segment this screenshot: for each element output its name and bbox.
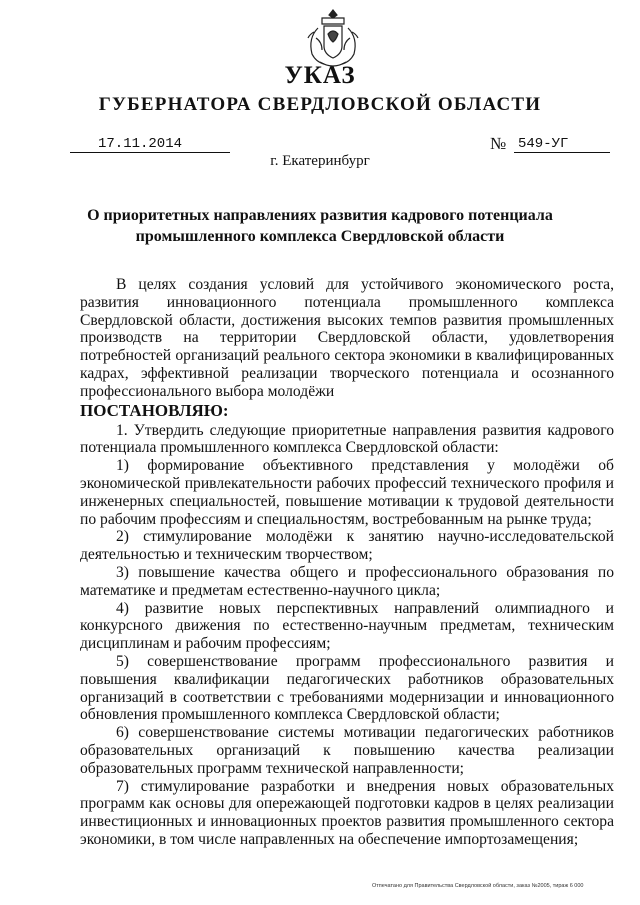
list-item: 1) формирование объективного представления у молодёжи об экономической привлекательности рабочих профессий технического профиля и инженерных специальностей, повышение мотивации к трудовой деятельности по рабочим профессиям и специальностям, востребованным на рынке труда; xyxy=(80,457,614,528)
list-item: 3) повышение качества общего и профессионального образования по математике и предметам естественно-научного цикла; xyxy=(80,563,614,599)
city: г. Екатеринбург xyxy=(270,153,370,169)
document-body xyxy=(80,276,614,849)
list-item: 7) стимулирование разработки и внедрения новых образовательных программ как основы для опережающей подготовки кадров в целях реализации инвестиционных и инновационных проектов развития промышленного сектора экономики, в том числе направленных на обеспечение импортозамещения; xyxy=(80,777,614,848)
list-item: 5) совершенствование программ профессионального развития и повышения квалификации педагогических работников образовательных организаций в соответствии с требованиями модернизации и инновационного обновления промышленного комплекса Свердловской области; xyxy=(80,652,614,724)
decree-word: ПОСТАНОВЛЯЮ: xyxy=(80,400,229,420)
decree-number: 549-УГ xyxy=(514,136,610,153)
decree-date: 17.11.2014 xyxy=(70,136,230,153)
heading-line: О приоритетных направлениях развития кадрового потенциала xyxy=(87,207,553,224)
coat-of-arms-icon xyxy=(304,8,362,70)
list-item: 6) совершенствование системы мотивации педагогических работников образовательных организаций к повышению качества реализации образовательных программ технической направленности; xyxy=(80,724,614,777)
document-heading xyxy=(80,205,560,247)
print-note: Отпечатано для Правительства Свердловской области, заказ №2005, тираж 6 000 xyxy=(372,883,584,889)
heading-line: промышленного комплекса Свердловской области xyxy=(135,228,505,245)
intro-paragraph: В целях создания условий для устойчивого экономического роста, развития инновационного потенциала промышленного комплекса Свердловской области, достижения высоких темпов развития промышленных производств на территории Свердловской области, удовлетворения потребностей организаций реального сектора экономики в квалифицированных кадрах, эффективной реализации творческого потенциала и осознанного профессионального выбора молодёжи xyxy=(80,276,614,400)
number-label: № xyxy=(490,134,507,153)
decree-subtitle: ГУБЕРНАТОРА СВЕРДЛОВСКОЙ ОБЛАСТИ xyxy=(98,94,542,115)
decree-title: УКАЗ xyxy=(284,62,356,89)
list-item: 4) развитие новых перспективных направлений олимпиадного и конкурсного движения по естественно-научным предметам, техническим дисциплинам и рабочим профессиям; xyxy=(80,599,614,653)
paragraph-1: 1. Утвердить следующие приоритетные направления развития кадрового потенциала промышленного комплекса Свердловской области: xyxy=(80,421,614,457)
list-item: 2) стимулирование молодёжи к занятию научно-исследовательской деятельностью и техническим творчеством; xyxy=(80,528,614,564)
